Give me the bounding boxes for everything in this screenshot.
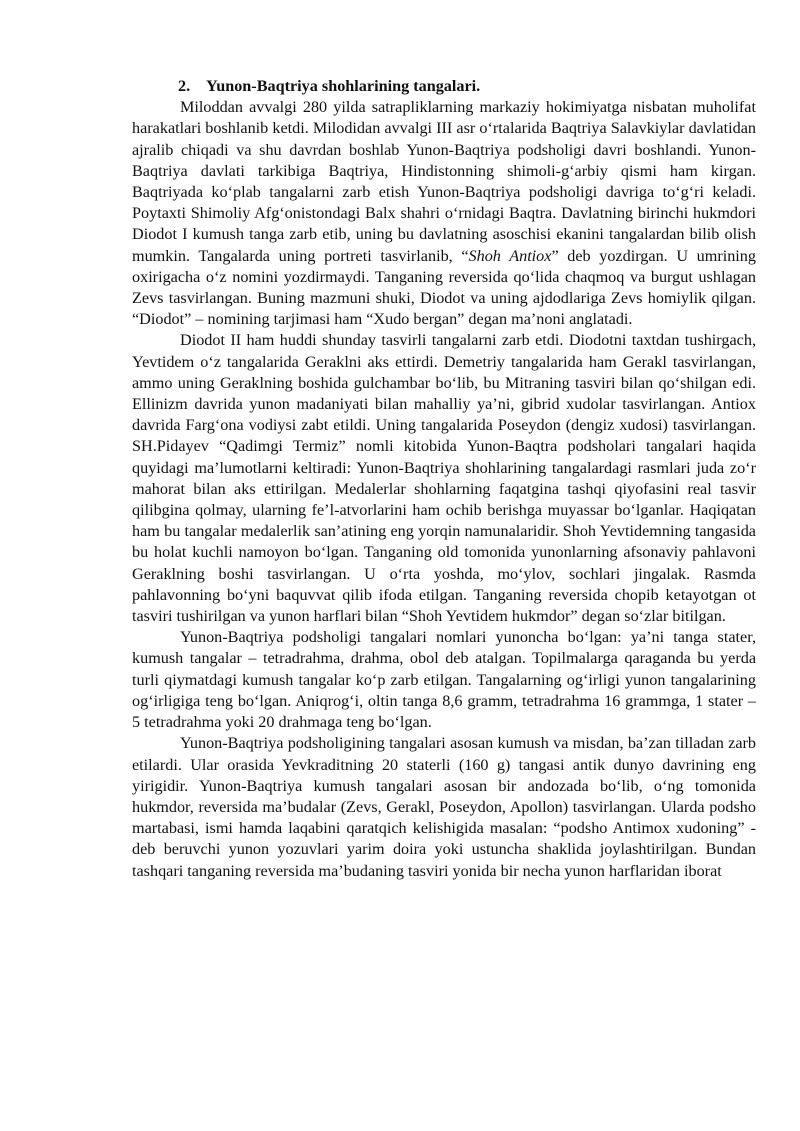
paragraph-text: Miloddan avvalgi 280 yilda satrapliklarning markaziy hokimiyatga nisbatan muholifat harakatlari boshlanib ketdi. Milodidan avvalgi III asr oʻrtalarida Baqtriya Salavkiylar davlatidan ajralib chiqadi va shu davrdan boshlab Yunon-Baqtriya podsholigi davri boshlandi. Yunon-Baqtriya davlati tarkibiga Baqtriya, Hindistonning shimoli-gʻarbiy qismi ham kirgan. Baqtriyada koʻplab tangalarni zarb etish Yunon-Baqtriya podsholigi davriga toʻgʻri keladi. Poytaxti Shimoliy Afgʻonistondagi Balx shahri oʻrnidagi Baqtra. Davlatning birinchi hukmdori Diodot I kumush tanga zarb etib, uning bu davlatning asoschisi ekanini tangalardan bilib olish mumkin. Tangalarda uning portreti tasvirlanib, “ <box>132 98 756 265</box>
paragraph-coin-metals: Yunon-Baqtriya podsholigining tangalari asosan kumush va misdan, baʼzan tilladan zarb etilardi. Ular orasida Yevkraditning 20 staterli (160 g) tangasi antik dunyo davrining eng yirigidir. Yunon-Baqtriya kumush tangalari asosan bir andozada boʻlib, oʻng tomonida hukmdor, reversida maʼbudalar (Zevs, Gerakl, Poseydon, Apollon) tasvirlangan. Ularda podsho martabasi, ismi hamda laqabini qaratqich kelishigida masalan: “podsho Antimox xudoning” - deb beruvchi yunon yozuvlari yarim doira yoki ustuncha shaklida joylashtirilgan. Bundan tashqari tanganing reversida maʼbudaning tasviri yonida bir necha yunon harflaridan iborat <box>132 734 756 880</box>
section-number: 2. <box>178 77 191 95</box>
paragraph-diodot-ii: Diodot II ham huddi shunday tasvirli tangalarni zarb etdi. Diodotni taxtdan tushirgach, Yevtidem oʻz tangalarida Geraklni aks ettirdi. Demetriy tangalarida ham Gerakl tasvirlangan, ammo uning Geraklning boshida gulchambar boʻlib, bu Mitraning tasviri bilan qoʻshilgan edi. Ellinizm davrida yunon madaniyati bilan mahalliy yaʼni, gibrid xudolar tasvirlangan. Antiox davrida Fargʻona vodiysi zabt etildi. Uning tangalarida Poseydon (dengiz xudosi) tasvirlangan. SH.Pidayev “Qadimgi Termiz” nomli kitobida Yunon-Baqtra podsholari tangalari haqida quyidagi maʼlumotlarni keltiradi: Yunon-Baqtriya shohlarining tangalardagi rasmlari juda zoʻr mahorat bilan aks ettirilgan. Medalerlar shohlarning faqatgina tashqi qiyofasini real tasvir qilibgina qolmay, ularning feʼl-atvorlarini ham ochib berishga muyassar boʻlganlar. Haqiqatan ham bu tangalar medalerlik sanʼatining eng yorqin namunalaridir. Shoh Yevtidemning tangasida bu holat kuchli namoyon boʻlgan. Tanganing old tomonida yunonlarning afsonaviy pahlavoni Geraklning boshi tasvirlangan. U oʻrta yoshda, moʻylov, sochlari jingalak. Rasmda pahlavonning boʻyni baquvvat qilib ifoda etilgan. Tanganing reversida chopib ketayotgan ot tasviri tushirilgan va yunon harflari bilan “Shoh Yevtidem hukmdor” degan soʻzlar bitilgan. <box>132 331 756 626</box>
italic-phrase: Shoh Antiox <box>468 246 552 265</box>
paragraph-text: ” deb yozdirgan. U umrining oxirigacha oʻz nomini yozdirmaydi. Tanganing reversida qoʻlida chaqmoq va burgut ushlagan Zevs tasvirlangan. Buning mazmuni shuki, Diodot va uning ajdodlariga Zevs homiylik qilgan. “Diodot” – nomining tarjimasi ham “Xudo bergan” degan maʼnoni anglatadi. <box>132 246 756 329</box>
document-page <box>132 76 756 882</box>
section-heading <box>132 76 756 97</box>
section-title: Yunon-Baqtriya shohlarining tangalari. <box>206 77 481 95</box>
paragraph-diodot-i <box>132 97 756 330</box>
paragraph-coin-names: Yunon-Baqtriya podsholigi tangalari nomlari yunoncha boʻlgan: yaʼni tanga stater, kumush tangalar – tetradrahma, drahma, obol deb atalgan. Topilmalarga qaraganda bu yerda turli qiymatdagi kumush tangalar koʻp zarb etilgan. Tangalarning ogʻirligi yunon tangalarining ogʻirligiga teng boʻlgan. Aniqrogʻi, oltin tanga 8,6 gramm, tetradrahma 16 grammga, 1 stater – 5 tetradrahma yoki 20 drahmaga teng boʻlgan. <box>132 628 756 732</box>
